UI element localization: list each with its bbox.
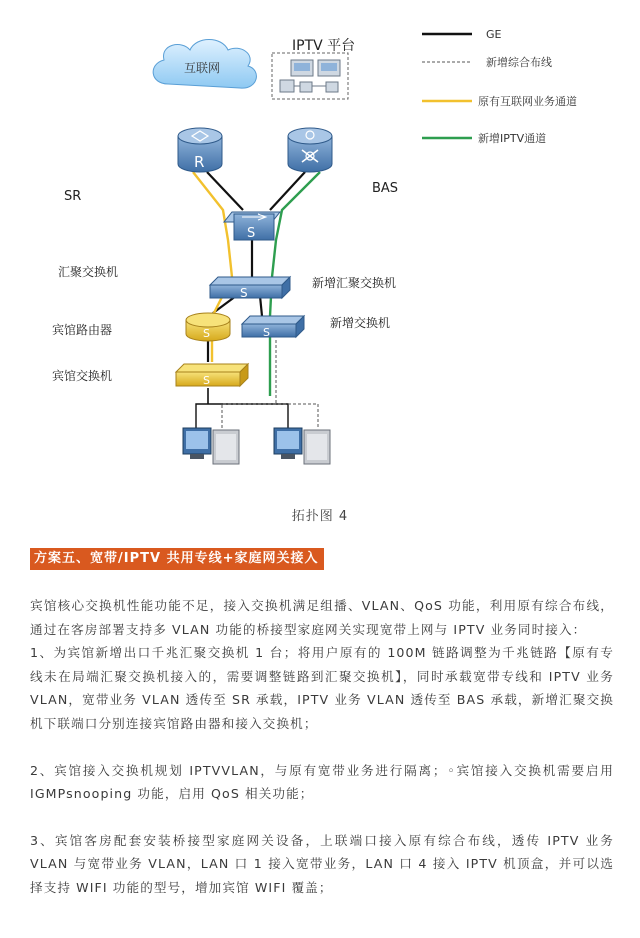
paragraph-item-3: 3、宾馆客房配套安装桥接型家庭网关设备，上联端口接入原有综合布线，透传 IPTV 业务 VLAN 与宽带业务 VLAN，LAN 口 1 接入宽带业务，LAN 口 4 接入 IPTV 机顶盒，并可以选择支持 WIFI 功能的型号，增加宾馆 WIFI 覆盖； (30, 832, 614, 895)
hotel-switch (176, 364, 248, 387)
switch-mark: S (203, 327, 210, 340)
switch-mark: S (203, 374, 210, 387)
legend (422, 28, 577, 145)
switch-mark: S (240, 286, 248, 300)
article-body (30, 594, 614, 900)
hotel-router-label: 宾馆路由器 (52, 323, 113, 337)
iptv-platform (272, 38, 355, 99)
hotel-switch-label: 宾馆交换机 (52, 369, 113, 383)
bas-label: BAS (372, 181, 399, 196)
switch-mark: S (247, 226, 256, 241)
bas-router (288, 128, 332, 172)
legend-cabling-label: 新增综合布线 (486, 56, 552, 69)
paragraph-intro: 宾馆核心交换机性能功能不足，接入交换机满足组播、VLAN、QoS 功能，利用原有综合布线，通过在客房部署支持多 VLAN 功能的桥接型家庭网关实现宽带上网与 IPTV 业务同时接入： (30, 598, 614, 637)
legend-ge-label: GE (486, 28, 502, 41)
legend-internet-label: 原有互联网业务通道 (478, 95, 577, 108)
pc-icon (274, 428, 330, 464)
internet-label: 互联网 (184, 61, 221, 75)
pc-icon (183, 428, 239, 464)
internet-cloud (153, 40, 256, 89)
sr-router (178, 128, 222, 172)
paragraph-item-1: 1、为宾馆新增出口千兆汇聚交换机 1 台；将用户原有的 100M 链路调整为千兆链路【原有专线未在局端汇聚交换机接入的，需要调整链路到汇聚交换机】，同时承载宽带专线和 IPTV 业务 VLAN，宽带业务 VLAN 透传至 SR 承载，IPTV 业务 VLAN 透传至 BAS 承载，新增汇聚交换机下联端口分别连接宾馆路由器和接入交换机； (30, 645, 614, 731)
new-switch-label: 新增交换机 (330, 316, 391, 330)
section-title: 方案五、宽带/IPTV 共用专线+家庭网关接入 (30, 548, 324, 570)
new-agg-switch (210, 277, 290, 300)
new-agg-switch-label: 新增汇聚交换机 (312, 276, 397, 290)
sr-label: SR (64, 189, 82, 204)
legend-iptv-label: 新增IPTV通道 (478, 132, 547, 145)
router-mark: R (194, 153, 205, 171)
iptv-platform-label: IPTV 平台 (292, 38, 356, 54)
figure-caption: 拓扑图 4 (291, 509, 349, 524)
agg-switch-label: 汇聚交换机 (58, 265, 119, 279)
hotel-router (186, 313, 230, 341)
links (193, 172, 320, 428)
agg-switch (224, 212, 280, 241)
switch-mark: S (263, 326, 270, 339)
new-switch (242, 316, 304, 339)
paragraph-item-2: 2、宾馆接入交换机规划 IPTVVLAN，与原有宽带业务进行隔离；◦宾馆接入交换机需要启用 IGMPsnooping 功能，启用 QoS 相关功能； (30, 762, 614, 802)
